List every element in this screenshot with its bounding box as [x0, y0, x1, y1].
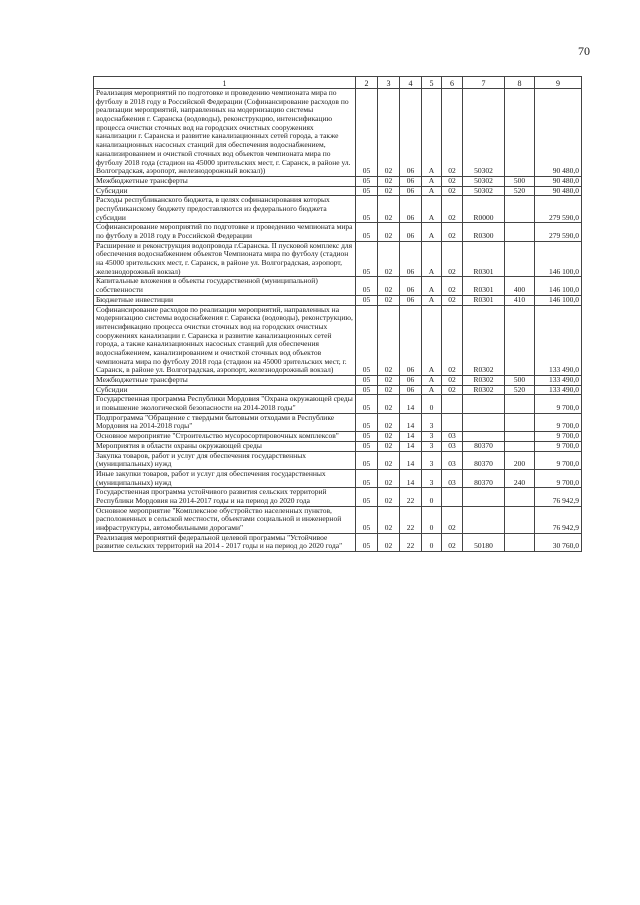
- column-header: 6: [442, 77, 463, 89]
- row-code-cell: 05: [356, 305, 378, 376]
- row-code-cell: 14: [400, 451, 422, 469]
- row-code-cell: [505, 533, 535, 551]
- row-code-cell: 02: [442, 295, 463, 305]
- row-code-cell: 06: [400, 295, 422, 305]
- row-code-cell: 02: [442, 277, 463, 295]
- row-code-cell: 06: [400, 176, 422, 186]
- row-code-cell: 80370: [463, 441, 505, 451]
- row-code-cell: R0302: [463, 376, 505, 386]
- row-code-cell: 05: [356, 295, 378, 305]
- row-description: Бюджетные инвестиции: [94, 295, 356, 305]
- row-code-cell: 50302: [463, 89, 505, 177]
- row-code-cell: 02: [378, 432, 400, 442]
- row-code-cell: 06: [400, 196, 422, 223]
- row-amount: 9 700,0: [535, 395, 582, 413]
- row-description: Реализация мероприятий федеральной целевой программы "Устойчивое развитие сельских территорий на 2014 - 2017 годы и на период до 2020 года": [94, 533, 356, 551]
- row-code-cell: 02: [378, 395, 400, 413]
- row-code-cell: 05: [356, 89, 378, 177]
- row-code-cell: 3: [422, 413, 442, 431]
- row-description: Расширение и реконструкция водопровода г.Саранска. II пусковой комплекс для обеспечения водоснабжением объектов Чемпионата мира по футболу (стадион на 45000 зрительских мест, г. Саранск, в районе ул. Волгоградская, аэропорт, железнодорожный вокзал): [94, 241, 356, 277]
- row-code-cell: 02: [378, 451, 400, 469]
- row-description: Мероприятия в области охраны окружающей среды: [94, 441, 356, 451]
- row-description: Иные закупки товаров, работ и услуг для обеспечения государственных (муниципальных) нужд: [94, 469, 356, 487]
- row-code-cell: 02: [378, 295, 400, 305]
- column-header: 9: [535, 77, 582, 89]
- table-row: [94, 441, 582, 451]
- row-code-cell: 14: [400, 469, 422, 487]
- table-row: [94, 277, 582, 295]
- row-amount: 76 942,9: [535, 506, 582, 533]
- row-code-cell: 02: [378, 413, 400, 431]
- row-code-cell: А: [422, 376, 442, 386]
- row-code-cell: 3: [422, 441, 442, 451]
- row-code-cell: R0301: [463, 277, 505, 295]
- row-code-cell: 06: [400, 223, 422, 241]
- row-code-cell: А: [422, 176, 442, 186]
- row-code-cell: R0302: [463, 385, 505, 395]
- row-code-cell: [463, 488, 505, 506]
- row-amount: 146 100,0: [535, 295, 582, 305]
- row-code-cell: 05: [356, 241, 378, 277]
- row-description: Капитальные вложения в объекты государственной (муниципальной) собственности: [94, 277, 356, 295]
- row-code-cell: 3: [422, 432, 442, 442]
- table-row: [94, 533, 582, 551]
- row-code-cell: R0301: [463, 241, 505, 277]
- row-description: Государственная программа устойчивого развития сельских территорий Республики Мордовия на 2014-2017 годы и на период до 2020 года: [94, 488, 356, 506]
- row-code-cell: 06: [400, 305, 422, 376]
- row-code-cell: 06: [400, 385, 422, 395]
- row-code-cell: [442, 488, 463, 506]
- row-amount: 9 700,0: [535, 469, 582, 487]
- row-amount: 9 700,0: [535, 451, 582, 469]
- row-amount: 133 490,0: [535, 305, 582, 376]
- row-code-cell: [505, 241, 535, 277]
- column-header: 7: [463, 77, 505, 89]
- row-code-cell: 22: [400, 533, 422, 551]
- row-code-cell: А: [422, 223, 442, 241]
- row-code-cell: 14: [400, 432, 422, 442]
- row-code-cell: 500: [505, 376, 535, 386]
- table-header-row: [94, 77, 582, 89]
- row-code-cell: 02: [442, 533, 463, 551]
- row-amount: 90 480,0: [535, 176, 582, 186]
- table-row: [94, 488, 582, 506]
- row-code-cell: R0000: [463, 196, 505, 223]
- table-row: [94, 89, 582, 177]
- table-row: [94, 176, 582, 186]
- row-code-cell: 02: [378, 277, 400, 295]
- row-amount: 279 590,0: [535, 196, 582, 223]
- row-code-cell: 14: [400, 441, 422, 451]
- row-code-cell: 02: [378, 89, 400, 177]
- table-row: [94, 385, 582, 395]
- row-code-cell: 05: [356, 176, 378, 186]
- row-code-cell: 02: [378, 305, 400, 376]
- row-code-cell: 05: [356, 488, 378, 506]
- row-code-cell: [463, 395, 505, 413]
- row-description: Софинансирование мероприятий по подготовке и проведению чемпионата мира по футболу в 2018 году в Российской Федерации: [94, 223, 356, 241]
- table-row: [94, 413, 582, 431]
- row-code-cell: 02: [378, 196, 400, 223]
- row-amount: 9 700,0: [535, 432, 582, 442]
- row-code-cell: 80370: [463, 469, 505, 487]
- row-code-cell: 03: [442, 441, 463, 451]
- row-code-cell: [505, 223, 535, 241]
- table-row: [94, 186, 582, 196]
- row-code-cell: 02: [378, 241, 400, 277]
- column-header: 4: [400, 77, 422, 89]
- row-amount: 30 760,0: [535, 533, 582, 551]
- row-code-cell: А: [422, 277, 442, 295]
- row-code-cell: А: [422, 241, 442, 277]
- row-code-cell: 05: [356, 395, 378, 413]
- row-code-cell: 02: [442, 385, 463, 395]
- row-code-cell: [505, 413, 535, 431]
- row-code-cell: 02: [378, 488, 400, 506]
- row-amount: 146 100,0: [535, 277, 582, 295]
- row-code-cell: 500: [505, 176, 535, 186]
- row-code-cell: 0: [422, 533, 442, 551]
- budget-table: [93, 76, 582, 552]
- table-row: [94, 469, 582, 487]
- row-code-cell: 02: [442, 241, 463, 277]
- row-code-cell: 02: [378, 506, 400, 533]
- row-code-cell: [463, 432, 505, 442]
- column-header: 2: [356, 77, 378, 89]
- row-code-cell: R0300: [463, 223, 505, 241]
- row-code-cell: 240: [505, 469, 535, 487]
- row-amount: 146 100,0: [535, 241, 582, 277]
- row-code-cell: 50302: [463, 186, 505, 196]
- row-code-cell: 03: [442, 469, 463, 487]
- row-code-cell: 05: [356, 376, 378, 386]
- row-code-cell: R0301: [463, 295, 505, 305]
- row-description: Закупка товаров, работ и услуг для обеспечения государственных (муниципальных) нужд: [94, 451, 356, 469]
- row-code-cell: А: [422, 305, 442, 376]
- row-code-cell: 0: [422, 395, 442, 413]
- row-code-cell: 14: [400, 395, 422, 413]
- row-amount: 279 590,0: [535, 223, 582, 241]
- row-code-cell: А: [422, 89, 442, 177]
- row-code-cell: 03: [442, 451, 463, 469]
- row-code-cell: 02: [442, 506, 463, 533]
- row-code-cell: 520: [505, 385, 535, 395]
- row-code-cell: 05: [356, 385, 378, 395]
- row-code-cell: [505, 305, 535, 376]
- row-code-cell: 05: [356, 441, 378, 451]
- row-code-cell: 02: [378, 376, 400, 386]
- row-code-cell: 05: [356, 277, 378, 295]
- row-code-cell: 02: [442, 305, 463, 376]
- column-header: 5: [422, 77, 442, 89]
- row-code-cell: А: [422, 295, 442, 305]
- row-code-cell: 02: [442, 196, 463, 223]
- column-header: 8: [505, 77, 535, 89]
- row-code-cell: 06: [400, 186, 422, 196]
- row-code-cell: [505, 506, 535, 533]
- column-header: 3: [378, 77, 400, 89]
- row-code-cell: 02: [442, 376, 463, 386]
- row-code-cell: [505, 488, 535, 506]
- row-description: Расходы республиканского бюджета, в целях софинансирования которых республиканскому бюджету предоставляются из федерального бюджета субсидии: [94, 196, 356, 223]
- table-row: [94, 376, 582, 386]
- row-code-cell: 50302: [463, 176, 505, 186]
- row-code-cell: 02: [442, 176, 463, 186]
- row-amount: 133 490,0: [535, 385, 582, 395]
- row-code-cell: 02: [442, 186, 463, 196]
- row-code-cell: [463, 506, 505, 533]
- row-code-cell: 06: [400, 241, 422, 277]
- row-code-cell: [505, 395, 535, 413]
- row-code-cell: А: [422, 186, 442, 196]
- row-code-cell: 02: [378, 441, 400, 451]
- row-code-cell: 02: [442, 223, 463, 241]
- table-row: [94, 241, 582, 277]
- row-description: Основное мероприятие "Комплексное обустройство населенных пунктов, расположенных в сельской местности, объектами социальной и инженерной инфраструктуры, автомобильными дорогами": [94, 506, 356, 533]
- row-code-cell: 03: [442, 432, 463, 442]
- row-code-cell: 02: [378, 186, 400, 196]
- row-code-cell: 80370: [463, 451, 505, 469]
- row-code-cell: 05: [356, 432, 378, 442]
- row-code-cell: 14: [400, 413, 422, 431]
- row-code-cell: А: [422, 385, 442, 395]
- row-code-cell: 06: [400, 89, 422, 177]
- row-amount: 76 942,9: [535, 488, 582, 506]
- row-description: Подпрограмма "Обращение с твердыми бытовыми отходами в Республике Мордовия на 2014-2018 годы": [94, 413, 356, 431]
- row-code-cell: 02: [378, 533, 400, 551]
- row-code-cell: 3: [422, 451, 442, 469]
- row-description: Реализация мероприятий по подготовке и проведению чемпионата мира по футболу в 2018 году в Российской Федерации (Софинансирование расходов по реализации мероприятий, направленных на модернизацию системы водоснабжения г. Саранска (водоводы), реконструкцию, интенсификацию процесса очистки сточных вод на городских очистных сооружениях канализации г. Саранска и развитие канализационных сетей города, а также канализационных насосных станций для обеспечения водоснабжением, канализированием и очисткой сточных вод объектов чемпионата мира по футболу 2018 года (стадион на 45000 зрительских мест, г. Саранск, в районе ул. Волгоградская, аэропорт, железнодорожный вокзал)): [94, 89, 356, 177]
- row-code-cell: А: [422, 196, 442, 223]
- row-code-cell: 22: [400, 488, 422, 506]
- row-code-cell: 05: [356, 451, 378, 469]
- table-row: [94, 305, 582, 376]
- row-code-cell: [505, 196, 535, 223]
- row-amount: 9 700,0: [535, 441, 582, 451]
- page-number: 70: [578, 44, 590, 58]
- row-code-cell: 05: [356, 196, 378, 223]
- row-code-cell: 200: [505, 451, 535, 469]
- row-code-cell: 02: [442, 89, 463, 177]
- row-code-cell: R0302: [463, 305, 505, 376]
- column-header: 1: [94, 77, 356, 89]
- row-code-cell: 50180: [463, 533, 505, 551]
- row-code-cell: 05: [356, 223, 378, 241]
- row-code-cell: 410: [505, 295, 535, 305]
- row-code-cell: 0: [422, 506, 442, 533]
- row-code-cell: [505, 89, 535, 177]
- row-description: Межбюджетные трансферты: [94, 176, 356, 186]
- table-row: [94, 395, 582, 413]
- row-code-cell: 05: [356, 469, 378, 487]
- table-row: [94, 432, 582, 442]
- row-code-cell: 0: [422, 488, 442, 506]
- row-code-cell: 05: [356, 413, 378, 431]
- row-code-cell: 02: [378, 385, 400, 395]
- row-description: Субсидии: [94, 186, 356, 196]
- row-code-cell: 06: [400, 376, 422, 386]
- row-code-cell: 06: [400, 277, 422, 295]
- row-code-cell: 02: [378, 469, 400, 487]
- row-code-cell: 22: [400, 506, 422, 533]
- table-row: [94, 506, 582, 533]
- table-row: [94, 295, 582, 305]
- row-description: Межбюджетные трансферты: [94, 376, 356, 386]
- row-code-cell: 02: [378, 223, 400, 241]
- row-amount: 133 490,0: [535, 376, 582, 386]
- row-description: Субсидии: [94, 385, 356, 395]
- row-code-cell: [442, 413, 463, 431]
- table-row: [94, 451, 582, 469]
- table-row: [94, 223, 582, 241]
- row-code-cell: 05: [356, 506, 378, 533]
- row-description: Основное мероприятие "Строительство мусоросортировочных комплексов": [94, 432, 356, 442]
- table-row: [94, 196, 582, 223]
- row-amount: 9 700,0: [535, 413, 582, 431]
- row-amount: 90 480,0: [535, 186, 582, 196]
- row-code-cell: 520: [505, 186, 535, 196]
- row-code-cell: 400: [505, 277, 535, 295]
- row-code-cell: [505, 432, 535, 442]
- row-code-cell: 02: [378, 176, 400, 186]
- row-code-cell: 05: [356, 533, 378, 551]
- row-code-cell: 3: [422, 469, 442, 487]
- row-amount: 90 480,0: [535, 89, 582, 177]
- row-code-cell: [463, 413, 505, 431]
- row-description: Софинансирование расходов по реализации мероприятий, направленных на модернизацию системы водоснабжения г. Саранска (водоводы), реконструкцию, интенсификацию процесса очистки сточных вод на городских очистных сооружениях канализации г. Саранска и развитие канализационных сетей города, а также канализационных насосных станций для обеспечения водоснабжением, канализированием и очисткой сточных вод объектов чемпионата мира по футболу 2018 года (стадион на 45000 зрительских мест, г. Саранск, в районе ул. Волгоградская, аэропорт, железнодорожный вокзал): [94, 305, 356, 376]
- row-code-cell: [505, 441, 535, 451]
- row-code-cell: 05: [356, 186, 378, 196]
- row-description: Государственная программа Республики Мордовия "Охрана окружающей среды и повышение экологической безопасности на 2014-2018 годы": [94, 395, 356, 413]
- row-code-cell: [442, 395, 463, 413]
